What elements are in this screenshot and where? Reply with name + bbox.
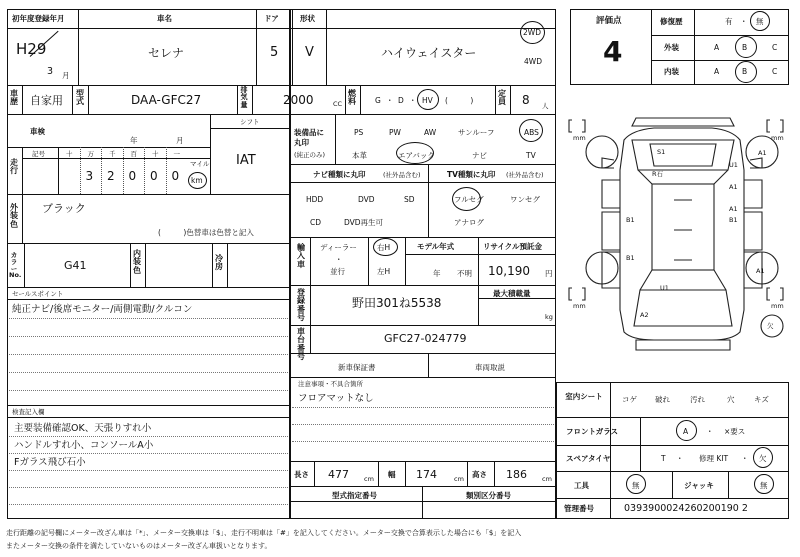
jack-label: ジャッキ: [684, 481, 714, 490]
damage-a1-front: A1: [758, 149, 767, 157]
equip-ps: PS: [354, 128, 364, 137]
displacement-value: 2000: [283, 93, 314, 107]
color-no-label: カラーNo.: [9, 251, 22, 280]
mileage-digit-header: 千: [109, 150, 116, 158]
import-dealer: ディーラー: [320, 243, 357, 252]
interior-color-label: 内装色: [133, 249, 141, 275]
capacity-label: 定員: [498, 89, 506, 107]
registration-label: 登録番号: [297, 288, 305, 323]
first-registration-header: 初年度登録年月: [12, 14, 65, 23]
recycle-yen: 円: [545, 269, 553, 278]
left-hand-drive: 左H: [377, 267, 391, 276]
vin-value: GFC27-024779: [384, 332, 467, 345]
import-dot: ・: [335, 255, 343, 264]
spare-tire-label: スペアタイヤ: [566, 454, 611, 463]
tv-analog: アナログ: [454, 218, 484, 227]
sales-point-text: 純正ナビ/後席モニター/両側電動/クルコン: [12, 304, 193, 315]
inspection-note-1: 主要装備確認OK、天張りすれ小: [14, 423, 152, 434]
windshield-replace: ×要ス: [724, 427, 746, 436]
repair-yes: 有: [725, 17, 733, 26]
sales-point-header: セールスポイント: [12, 290, 64, 298]
mileage-digit-header: 十: [152, 150, 159, 158]
interior-a: A: [714, 67, 720, 76]
repair-history-label: 修復歴: [660, 17, 683, 26]
spare-t: T: [661, 454, 666, 463]
mileage-digit-header: 十: [66, 150, 73, 158]
navi-type-sub: (社外品含む): [383, 171, 421, 179]
interior-label: 内装: [664, 67, 679, 76]
length-value: 477: [328, 468, 349, 481]
max-load-unit: kg: [545, 313, 553, 321]
equip-navi: ナビ: [472, 151, 487, 160]
tv-type-sub: (社外品含む): [506, 171, 544, 179]
right-hand-drive: 右H: [377, 243, 391, 252]
manual-label: 車両取説: [475, 363, 505, 372]
capacity-unit: 人: [542, 102, 549, 110]
door-header: ドア: [264, 14, 279, 23]
equipment-header: 装備品に丸印: [294, 128, 324, 147]
damage-u1-front: U1: [729, 161, 738, 169]
color-change-note: ( )色替車は色替と記入: [158, 228, 254, 237]
mileage-digit: 0: [150, 169, 158, 183]
grade-value: ハイウェイスター: [381, 46, 477, 60]
inspection-year-label: 年: [130, 136, 138, 145]
damage-s1: S1: [657, 148, 666, 156]
shift-value: IAT: [236, 153, 256, 168]
equip-sunroof: サンルーフ: [458, 128, 495, 137]
model-year-header: モデル年式: [417, 242, 455, 251]
damage-rs: R石: [652, 170, 664, 178]
model-value: DAA-GFC27: [131, 93, 202, 107]
footer-note-2: またメーター交換の条件を満たしていないものはメーター改ざん車扱いとなります。: [6, 542, 272, 550]
seat-tear: 破れ: [655, 395, 670, 404]
class-number-header: 類別区分番号: [466, 491, 511, 500]
fuel-g: G: [375, 96, 381, 105]
navi-type-header: ナビ種類に丸印: [313, 170, 366, 179]
damage-b1-rear: B1: [626, 254, 635, 262]
length-label: 長さ: [294, 470, 309, 479]
inspection-month-label: 月: [176, 136, 184, 145]
car-name-value: セレナ: [148, 46, 185, 60]
seat-burn: コゲ: [622, 395, 637, 404]
model-year-unit: 年: [433, 269, 441, 278]
damage-b1-right: B1: [729, 216, 738, 224]
vin-label: 車台番号: [297, 327, 305, 362]
tv-oneseg: ワンセグ: [510, 195, 540, 204]
exterior-c: C: [772, 43, 778, 52]
inspection-notes-header: 検査記入欄: [12, 408, 45, 416]
spare-kit: 修理 KIT: [699, 454, 729, 463]
mileage-digit: 2: [107, 169, 115, 183]
navi-hdd: HDD: [306, 195, 324, 204]
interior-b: B: [742, 67, 748, 76]
exterior-b: B: [742, 43, 748, 52]
recycle-header: リサイクル預託金: [483, 242, 542, 251]
mm-front-right: mm: [771, 134, 784, 142]
exterior-color-value: ブラック: [42, 202, 86, 215]
mileage-digit-header: 百: [130, 150, 137, 158]
equip-airbag: エアバック: [398, 151, 435, 160]
management-no-value: 0393900024260200190 2: [624, 503, 748, 514]
mile-label: マイル: [190, 160, 210, 168]
height-unit: cm: [542, 475, 552, 483]
import-parallel: 並行: [330, 267, 345, 276]
registration-year: H29: [16, 40, 47, 58]
damage-b1-left: B1: [626, 216, 635, 224]
symbol-header: 記号: [32, 150, 45, 158]
shape-value: V: [305, 45, 314, 60]
spare-dot-2: ・: [741, 454, 749, 463]
fuel-dot-2: ・: [409, 96, 417, 105]
shape-header: 形状: [300, 14, 315, 23]
equip-tv: TV: [526, 151, 536, 160]
seat-scratch: キズ: [754, 395, 769, 404]
displacement-label: 排気量: [240, 86, 248, 109]
registration-month: 3: [47, 66, 54, 77]
jack-none: 無: [760, 481, 768, 490]
repair-dot: ・: [740, 17, 748, 26]
score-value: 4: [603, 35, 623, 68]
management-no-label: 管理番号: [564, 504, 594, 513]
navi-dvd: DVD: [358, 195, 375, 204]
tv-fullseg: フルセグ: [454, 195, 484, 204]
inspection-header: 車検: [30, 127, 45, 136]
equip-pw: PW: [389, 128, 401, 137]
equipment-subheader: (純正のみ): [294, 151, 326, 159]
equip-abs: ABS: [524, 128, 539, 137]
import-label: 輸入車: [297, 243, 305, 269]
capacity-value: 8: [522, 93, 530, 107]
mileage-label: 走行: [10, 158, 18, 176]
tools-label: 工具: [574, 481, 589, 490]
registration-value: 野田301ね5538: [352, 296, 442, 310]
door-value: 5: [270, 45, 279, 60]
model-year-unknown: 不明: [457, 269, 472, 278]
mileage-digit-header: 一: [173, 150, 180, 158]
fuel-d: D: [398, 96, 404, 105]
seat-stain: 汚れ: [690, 395, 705, 404]
tools-none: 無: [632, 481, 640, 490]
width-label: 幅: [388, 470, 396, 479]
damage-missing: 欠: [767, 322, 774, 330]
caution-text: フロアマットなし: [298, 393, 374, 404]
score-header: 評価点: [596, 16, 622, 26]
month-unit: 月: [62, 71, 70, 80]
history-label: 車歴: [10, 89, 18, 107]
caution-header: 注意事項・不具合箇所: [298, 380, 363, 388]
mileage-digit: 0: [171, 169, 180, 183]
damage-a1-side-1: A1: [729, 183, 738, 191]
cc-unit: CC: [333, 100, 343, 108]
drive-2wd: 2WD: [523, 28, 541, 37]
km-label: km: [191, 176, 203, 185]
windshield-label: フロントガラス: [566, 427, 619, 436]
car-damage-diagram: [562, 100, 800, 380]
height-label: 高さ: [472, 470, 487, 479]
max-load-header: 最大積載量: [493, 289, 531, 298]
interior-c: C: [772, 67, 778, 76]
seat-label: 室内シート: [565, 392, 603, 401]
footer-note-1: 走行距離の記号欄にメーター改ざん車は「*」、メーター交換車は「$」、走行不明車は「#」を記入してください。メーター交換で合算表示した場合にも「$」を記入: [6, 529, 522, 537]
car-name-header: 車名: [157, 14, 172, 23]
mm-front-left: mm: [573, 134, 586, 142]
tv-type-header: TV種類に丸印: [447, 170, 496, 179]
equip-leather: 本革: [352, 151, 367, 160]
seat-hole: 穴: [727, 395, 735, 404]
fuel-hv: HV: [422, 96, 433, 105]
spare-dot-1: ・: [676, 454, 684, 463]
damage-a2: A2: [640, 311, 649, 319]
model-label: 型式: [76, 89, 84, 107]
drive-4wd: 4WD: [524, 57, 542, 66]
usage-value: 自家用: [30, 94, 63, 107]
windshield-dot: ・: [706, 427, 714, 436]
height-value: 186: [506, 468, 527, 481]
fuel-dot-1: ・: [386, 96, 394, 105]
damage-u1-rear: U1: [660, 284, 669, 292]
warranty-label: 新車保証書: [338, 363, 376, 372]
width-unit: cm: [454, 475, 464, 483]
spare-missing: 欠: [759, 454, 767, 463]
windshield-a: A: [683, 427, 689, 436]
damage-a1-rear: A1: [756, 267, 765, 275]
equip-aw: AW: [424, 128, 437, 137]
fuel-label: 燃料: [348, 89, 356, 107]
mileage-digit: 0: [128, 169, 137, 183]
damage-a1-side-2: A1: [729, 205, 738, 213]
exterior-label: 外装: [664, 43, 679, 52]
fuel-other: ( ): [445, 96, 474, 105]
navi-sd: SD: [404, 195, 415, 204]
color-no-value: G41: [64, 259, 87, 272]
mileage-digit-header: 万: [87, 150, 94, 158]
type-designation-header: 型式指定番号: [332, 491, 377, 500]
exterior-color-label: 外装色: [10, 203, 18, 229]
repair-no: 無: [756, 17, 764, 26]
exterior-a: A: [714, 43, 720, 52]
navi-cd: CD: [310, 218, 322, 227]
mileage-digit: 3: [85, 169, 94, 183]
width-value: 174: [416, 468, 437, 481]
mm-rear-left: mm: [573, 302, 586, 310]
inspection-note-3: Fガラス飛び石小: [14, 457, 86, 468]
cooler-label: 冷房: [215, 254, 223, 272]
navi-dvd-play: DVD再生可: [344, 218, 384, 227]
length-unit: cm: [364, 475, 374, 483]
inspection-note-2: ハンドルすれ小、コンソールA小: [14, 440, 154, 451]
shift-header: シフト: [240, 118, 260, 126]
mm-rear-right: mm: [771, 302, 784, 310]
recycle-value: 10,190: [488, 264, 530, 278]
